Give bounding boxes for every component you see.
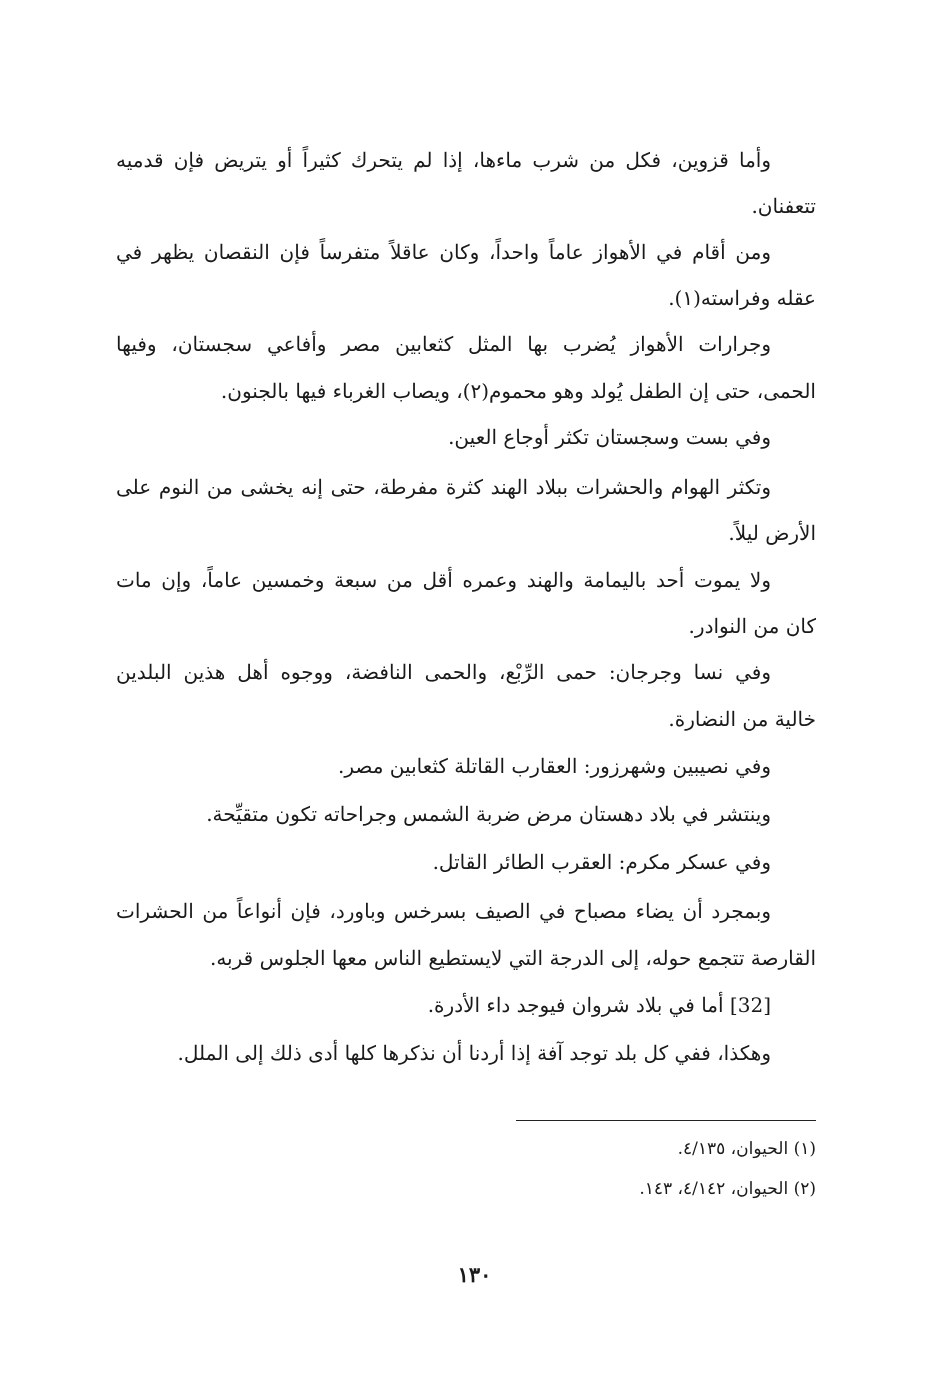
text-line: وفي عسكر مكرم: العقرب الطائر القاتل. — [432, 850, 771, 874]
text-line: وفي نسا وجرجان: حمى الرِّبْع، والحمى النافضة، ووجوه أهل هذين البلدين — [116, 660, 771, 684]
text-line: خالية من النضارة. — [668, 707, 816, 731]
footnote: (١) الحيوان، ٤/١٣٥. — [677, 1139, 816, 1159]
text-line: وفي بست وسجستان تكثر أوجاع العين. — [448, 425, 771, 449]
text-line: الأرض ليلاً. — [728, 521, 816, 545]
footnote-divider — [516, 1120, 816, 1121]
text-line: وأما قزوين، فكل من شرب ماءها، إذا لم يتحرك كثيراً أو يتريض فإن قدميه — [116, 148, 771, 172]
text-line: وبمجرد أن يضاء مصباح في الصيف بسرخس وباورد، فإن أنواعاً من الحشرات — [116, 899, 771, 923]
text-line: وجرارات الأهواز يُضرب بها المثل كثعابين مصر وأفاعي سجستان، وفيها — [116, 332, 771, 356]
footnote: (٢) الحيوان، ٤/١٤٢، ١٤٣. — [639, 1179, 816, 1199]
text-line: وفي نصيبين وشهرزور: العقارب القاتلة كثعابين مصر. — [338, 754, 771, 778]
text-line: وينتشر في بلاد دهستان مرض ضربة الشمس وجراحاته تكون متقيِّحة. — [206, 802, 771, 826]
text-line: ومن أقام في الأهواز عاماً واحداً، وكان عاقلاً متفرساً فإن النقصان يظهر في — [116, 240, 771, 264]
text-line: القارصة تتجمع حوله، إلى الدرجة التي لايستطيع الناس معها الجلوس قربه. — [209, 946, 816, 970]
text-line: [32] أما في بلاد شروان فيوجد داء الأدرة. — [427, 993, 771, 1017]
text-line: الحمى، حتى إن الطفل يُولد وهو محموم(٢)، ويصاب الغرباء فيها بالجنون. — [220, 379, 816, 403]
text-line: عقله وفراسته(١). — [668, 286, 816, 310]
text-line: تتعفنان. — [751, 194, 816, 218]
text-line: وهكذا، ففي كل بلد توجد آفة إذا أردنا أن نذكرها كلها أدى ذلك إلى الملل. — [177, 1041, 771, 1065]
text-line: ولا يموت أحد باليمامة والهند وعمره أقل من سبعة وخمسين عاماً، وإن مات — [116, 568, 771, 592]
page-number: ١٣٠ — [457, 1262, 492, 1287]
text-line: كان من النوادر. — [688, 614, 816, 638]
text-line: وتكثر الهوام والحشرات ببلاد الهند كثرة مفرطة، حتى إنه يخشى من النوم على — [116, 475, 771, 499]
